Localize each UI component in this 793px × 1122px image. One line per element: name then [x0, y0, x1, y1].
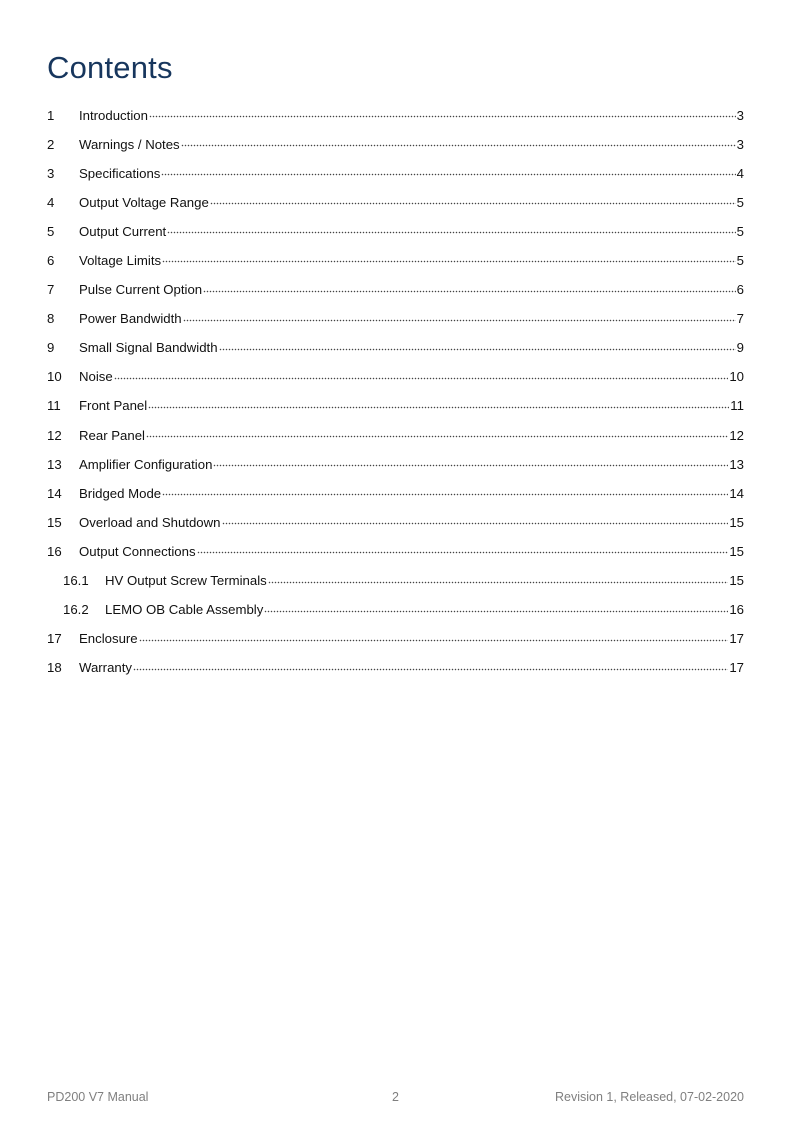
dot-leader — [183, 310, 736, 322]
toc-entry-power-bandwidth[interactable] — [47, 305, 744, 334]
toc-entry-title: Front Panel — [79, 398, 148, 414]
dot-leader — [219, 339, 736, 351]
toc-entry-title: Warnings / Notes — [79, 136, 180, 152]
toc-entry-noise[interactable] — [47, 363, 744, 392]
toc-entry-page: 13 — [729, 456, 744, 472]
toc-entry-page: 5 — [736, 223, 744, 239]
toc-entry-number: 12 — [47, 427, 62, 443]
dot-leader — [148, 397, 729, 409]
dot-leader — [162, 251, 736, 263]
dot-leader — [213, 455, 728, 467]
toc-entry-page: 17 — [729, 660, 744, 676]
dot-leader — [146, 426, 728, 438]
toc-entry-page: 11 — [730, 398, 744, 414]
toc-entry-title: HV Output Screw Terminals — [105, 573, 267, 589]
toc-entry-title: LEMO OB Cable Assembly — [105, 602, 264, 618]
toc-entry-warnings-notes[interactable] — [47, 130, 744, 159]
toc-entry-title: Output Voltage Range — [79, 194, 209, 210]
dot-leader — [222, 513, 729, 525]
dot-leader — [139, 630, 729, 642]
toc-entry-page: 3 — [736, 136, 744, 152]
toc-entry-output-voltage-range[interactable] — [47, 188, 744, 217]
toc-entry-number: 9 — [47, 340, 55, 356]
toc-entry-number: 13 — [47, 456, 62, 472]
toc-entry-pulse-current-option[interactable] — [47, 276, 744, 305]
toc-entry-overload-and-shutdown[interactable] — [47, 508, 744, 537]
toc-entry-title: Noise — [79, 369, 113, 385]
toc-entry-title: Small Signal Bandwidth — [79, 340, 218, 356]
dot-leader — [197, 542, 729, 554]
toc-entry-number: 6 — [47, 253, 55, 269]
table-of-contents — [47, 101, 744, 683]
dot-leader — [264, 601, 728, 613]
footer-revision: Revision 1, Released, 07-02-2020 — [554, 1090, 744, 1104]
dot-leader — [114, 368, 729, 380]
toc-entry-number: 4 — [47, 194, 55, 210]
toc-entry-output-connections[interactable] — [47, 537, 744, 566]
toc-entry-page: 6 — [736, 282, 744, 298]
toc-entry-number: 16.2 — [63, 602, 89, 618]
toc-entry-title: Rear Panel — [79, 427, 145, 443]
footer-page-number: 2 — [392, 1090, 399, 1104]
page-footer — [47, 1090, 744, 1106]
toc-entry-title: Pulse Current Option — [79, 282, 203, 298]
toc-entry-number: 8 — [47, 311, 55, 327]
toc-entry-number: 3 — [47, 165, 55, 181]
toc-entry-lemo-ob-cable-assembly[interactable] — [47, 596, 744, 625]
toc-entry-number: 10 — [47, 369, 62, 385]
toc-entry-number: 17 — [47, 631, 62, 647]
toc-entry-page: 4 — [736, 165, 744, 181]
toc-entry-title: Warranty — [79, 660, 133, 676]
toc-entry-page: 10 — [729, 369, 744, 385]
toc-entry-number: 15 — [47, 514, 62, 530]
toc-entry-title: Enclosure — [79, 631, 138, 647]
dot-leader — [210, 193, 736, 205]
dot-leader — [203, 281, 736, 293]
dot-leader — [133, 659, 728, 671]
dot-leader — [162, 484, 728, 496]
footer-document-name: PD200 V7 Manual — [47, 1090, 149, 1104]
toc-entry-page: 17 — [729, 631, 744, 647]
toc-entry-page: 9 — [736, 340, 744, 356]
toc-entry-title: Bridged Mode — [79, 485, 162, 501]
toc-entry-title: Output Current — [79, 223, 167, 239]
toc-entry-number: 2 — [47, 136, 55, 152]
toc-entry-title: Power Bandwidth — [79, 311, 182, 327]
toc-entry-title: Overload and Shutdown — [79, 514, 221, 530]
toc-entry-title: Voltage Limits — [79, 253, 162, 269]
toc-entry-page: 5 — [736, 253, 744, 269]
dot-leader — [167, 222, 735, 234]
toc-entry-page: 14 — [729, 485, 744, 501]
toc-entry-page: 15 — [729, 514, 744, 530]
toc-entry-page: 3 — [736, 107, 744, 123]
toc-entry-introduction[interactable] — [47, 101, 744, 130]
toc-entry-number: 14 — [47, 485, 62, 501]
toc-entry-warranty[interactable] — [47, 654, 744, 683]
dot-leader — [161, 164, 735, 176]
toc-entry-title: Amplifier Configuration — [79, 456, 213, 472]
toc-entry-voltage-limits[interactable] — [47, 246, 744, 275]
toc-entry-page: 15 — [729, 573, 744, 589]
page-title: Contents — [47, 50, 173, 85]
toc-entry-title: Output Connections — [79, 543, 196, 559]
toc-entry-hv-output-screw-terminals[interactable] — [47, 567, 744, 596]
toc-entry-amplifier-configuration[interactable] — [47, 450, 744, 479]
toc-entry-output-current[interactable] — [47, 217, 744, 246]
dot-leader — [268, 572, 729, 584]
toc-entry-front-panel[interactable] — [47, 392, 744, 421]
toc-entry-number: 11 — [47, 398, 61, 414]
toc-entry-page: 12 — [729, 427, 744, 443]
toc-entry-number: 18 — [47, 660, 62, 676]
toc-entry-page: 5 — [736, 194, 744, 210]
toc-entry-number: 7 — [47, 282, 55, 298]
toc-entry-title: Introduction — [79, 107, 148, 123]
toc-entry-number: 1 — [47, 107, 55, 123]
toc-entry-page: 7 — [736, 311, 744, 327]
toc-entry-rear-panel[interactable] — [47, 421, 744, 450]
dot-leader — [149, 106, 736, 118]
toc-entry-small-signal-bandwidth[interactable] — [47, 334, 744, 363]
toc-entry-bridged-mode[interactable] — [47, 479, 744, 508]
toc-entry-page: 15 — [729, 543, 744, 559]
toc-entry-title: Specifications — [79, 165, 161, 181]
toc-entry-number: 5 — [47, 223, 55, 239]
toc-entry-page: 16 — [729, 602, 744, 618]
toc-entry-number: 16.1 — [63, 573, 89, 589]
toc-entry-specifications[interactable] — [47, 159, 744, 188]
toc-entry-enclosure[interactable] — [47, 625, 744, 654]
toc-entry-number: 16 — [47, 543, 62, 559]
dot-leader — [181, 135, 736, 147]
